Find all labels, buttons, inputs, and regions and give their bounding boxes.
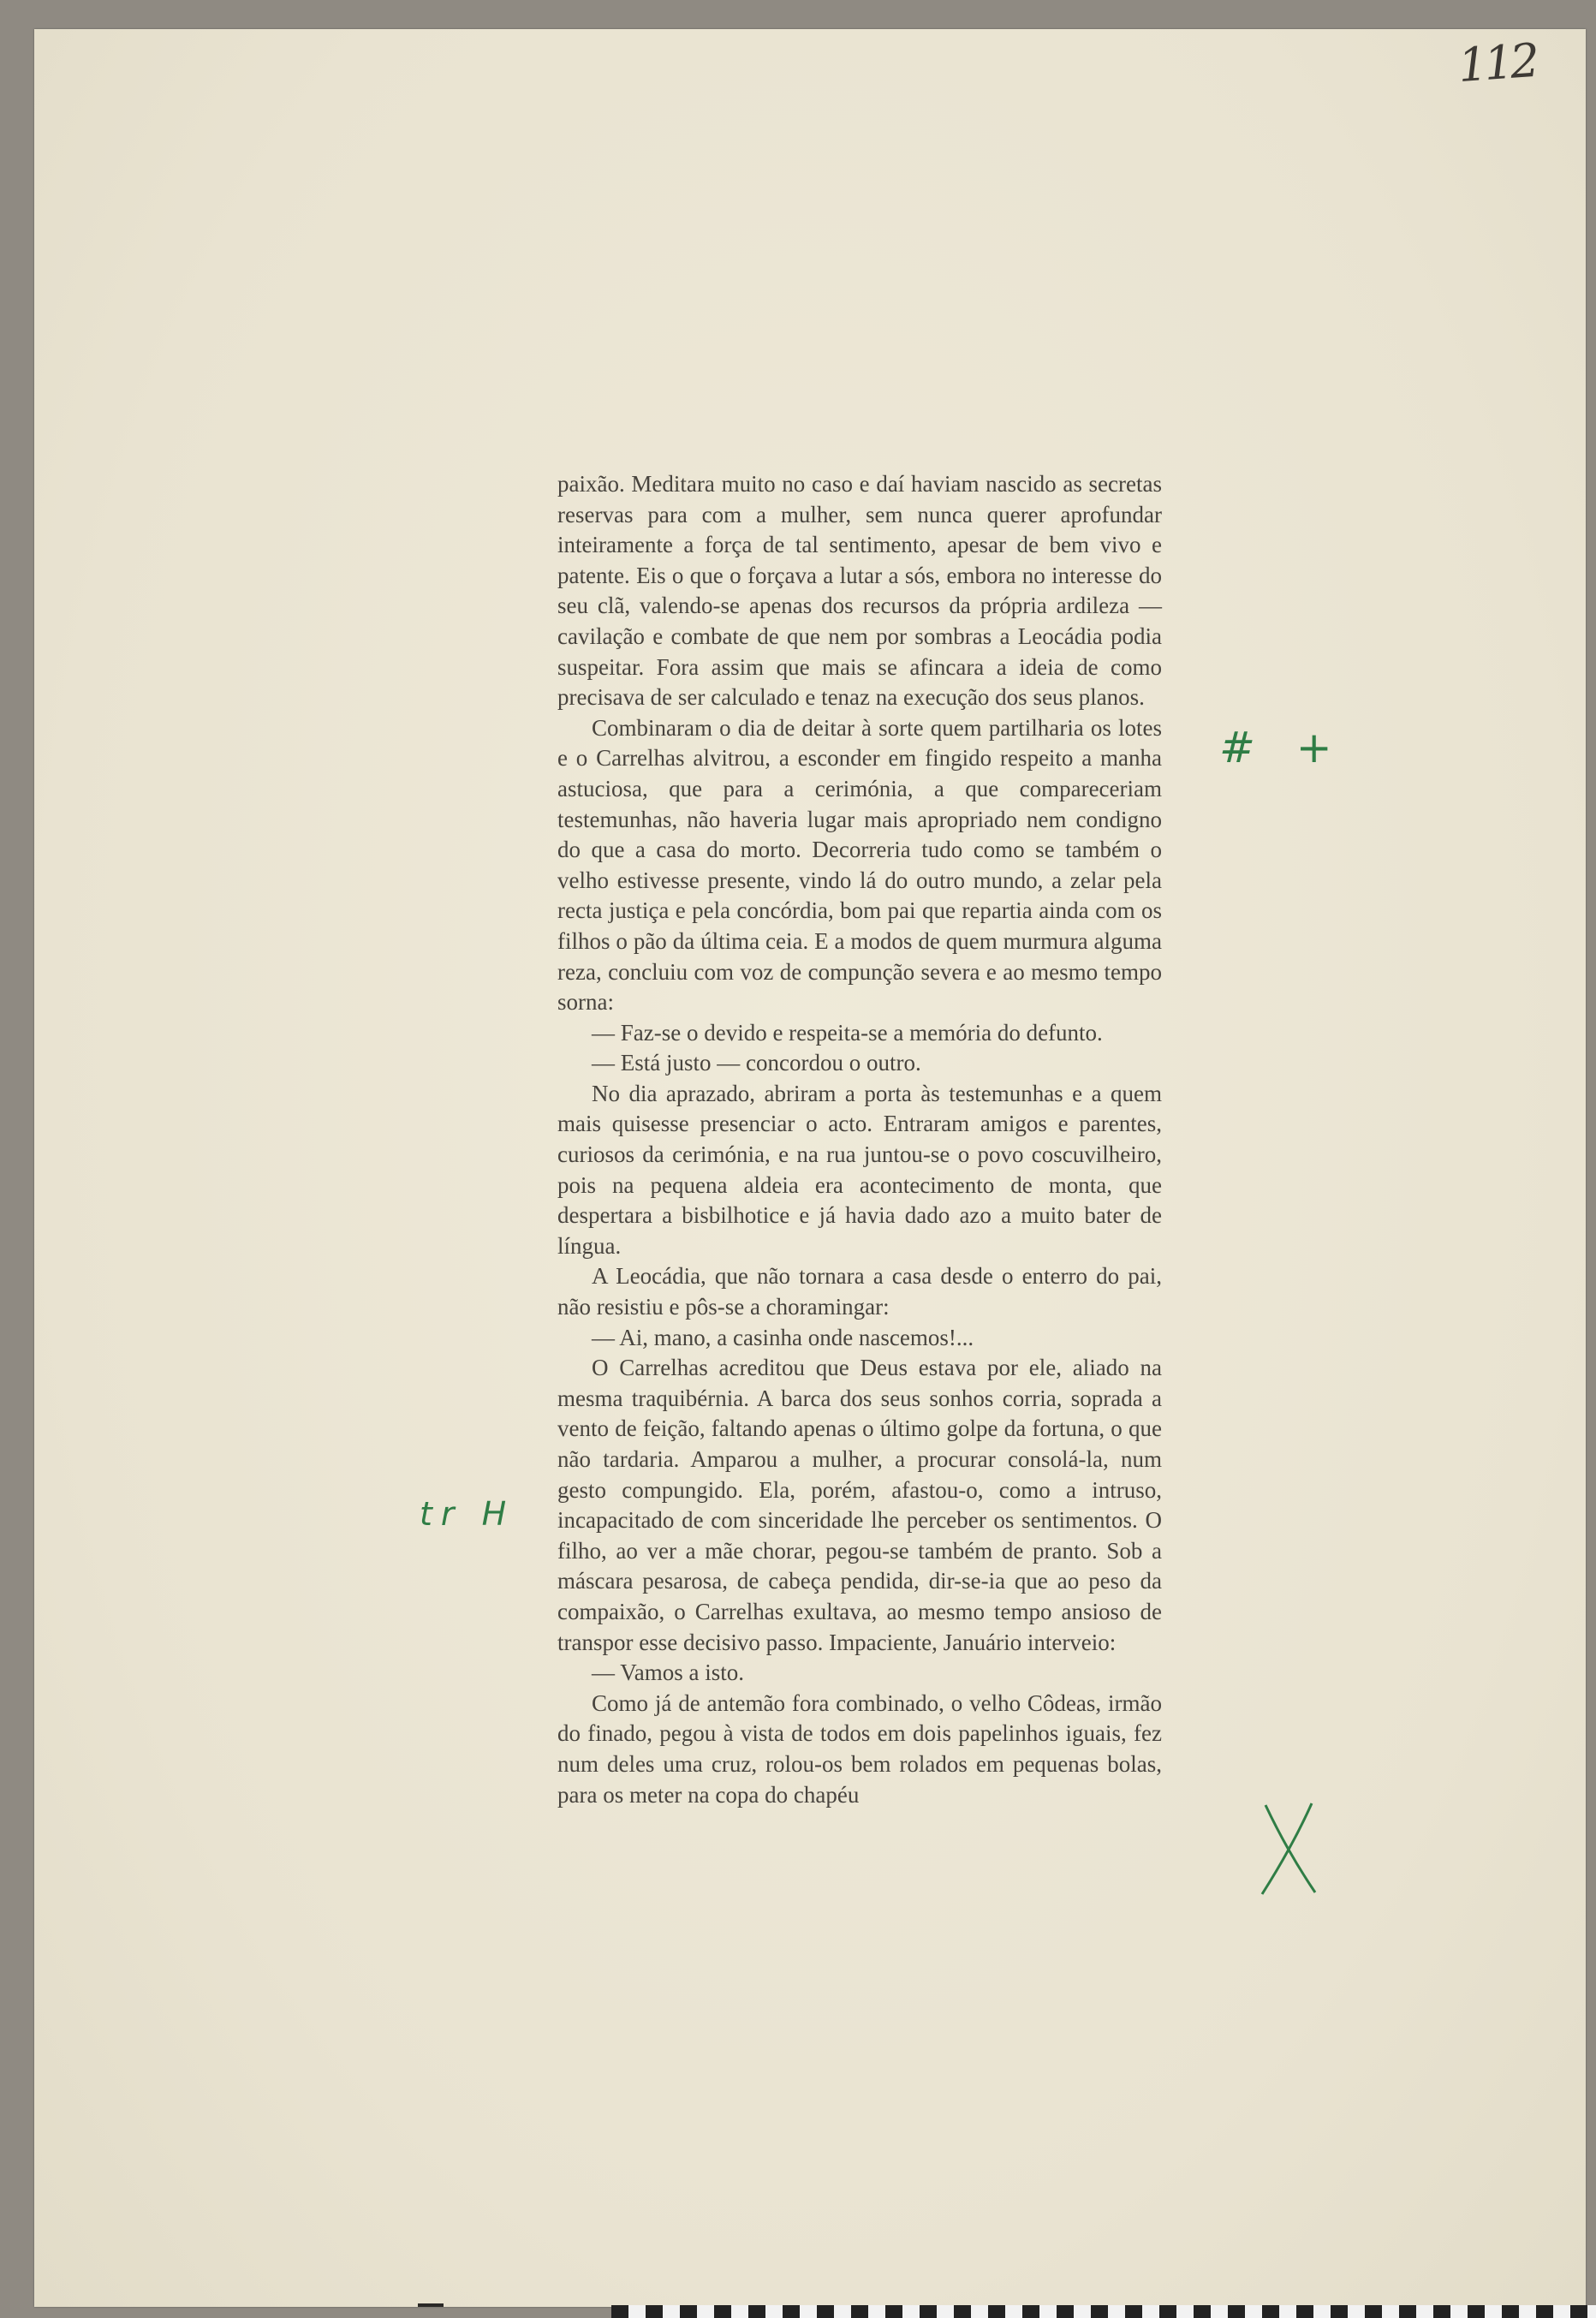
handwritten-tr-mark: tr H — [420, 1495, 515, 1533]
handwritten-hash-mark: # + — [1219, 723, 1346, 772]
page-number: 112 — [1456, 33, 1539, 93]
paragraph-6: A Leocádia, que não tornara a casa desde o enterro do pai, não resistiu e pôs-se a choramingar: — [557, 1263, 1162, 1320]
paragraph-2: Combinaram o dia de deitar à sorte quem partilharia os lotes e o Carrelhas alvitrou, a esconder em fingido respeito a manha astuciosa, que para a cerimónia, a que compareceriam testemunhas, não haveria lugar mais apropriado nem condigno do que a casa do morto. Decorreria tudo como se também o velho estivesse presente, vindo lá do outro mundo, a zelar pela recta justiça e pela concórdia, bom pai que repartia ainda com os filhos o pão da última ceia. E a modos de quem murmura alguma reza, concluiu com voz de compunção severa e ao mesmo tempo sorna: — [557, 714, 1162, 1016]
paragraph-4: — Está justo — concordou o outro. — [592, 1050, 921, 1076]
scale-ruler — [611, 2305, 1596, 2318]
paragraph-7: — Ai, mano, a casinha onde nascemos!... — [592, 1324, 974, 1350]
paragraph-9: — Vamos a isto. — [592, 1660, 745, 1686]
paragraph-10: Como já de antemão fora combinado, o velho Côdeas, irmão do finado, pegou à vista de todos em dois papelinhos iguais, fez num deles uma cruz, rolou-os bem rolados em pequenas bolas, para os meter na copa do chapéu — [557, 1689, 1162, 1808]
scan-speck — [418, 2303, 444, 2307]
paragraph-5: No dia aprazado, abriram a porta às testemunhas e a quem mais quisesse presenciar o acto. Entraram amigos e parentes, curiosos da cerimónia, e na rua juntou-se o povo coscuvilheiro, pois na pequena aldeia era acontecimento de monta, que despertara a bisbilhotice e já havia dado azo a muito bater de língua. — [557, 1080, 1162, 1259]
body-text — [557, 469, 1162, 1810]
paragraph-3: — Faz-se o devido e respeita-se a memória do defunto. — [592, 1019, 1103, 1046]
handwritten-x-mark — [1259, 1802, 1319, 1896]
paragraph-8: O Carrelhas acreditou que Deus estava por ele, aliado na mesma traquibérnia. A barca dos seus sonhos corria, soprada a vento de feição, faltando apenas o último golpe da fortuna, o que não tardaria. Amparou a mulher, a procurar consolá-la, num gesto compungido. Ela, porém, afastou-o, como a intruso, incapacitado de com sinceridade lhe perceber os sentimentos. O filho, ao ver a mãe chorar, pegou-se também de pranto. Sob a máscara pesarosa, de cabeça pendida, dir-se-ia que ao peso da compaixão, o Carrelhas exultava, ao mesmo tempo ansioso de transpor esse decisivo passo. Impaciente, Januário interveio: — [557, 1355, 1162, 1655]
paragraph-1: paixão. Meditara muito no caso e daí haviam nascido as secretas reservas para com a mulher, sem nunca querer aprofundar inteiramente a força de tal sentimento, apesar de bem vivo e patente. Eis o que o forçava a lutar a sós, embora no interesse do seu clã, valendo-se apenas dos recursos da própria ardileza — cavilação e combate de que nem por sombras a Leocádia podia suspeitar. Fora assim que mais se afincara a ideia de como precisava de ser calculado e tenaz na execução dos seus planos. — [557, 471, 1162, 711]
